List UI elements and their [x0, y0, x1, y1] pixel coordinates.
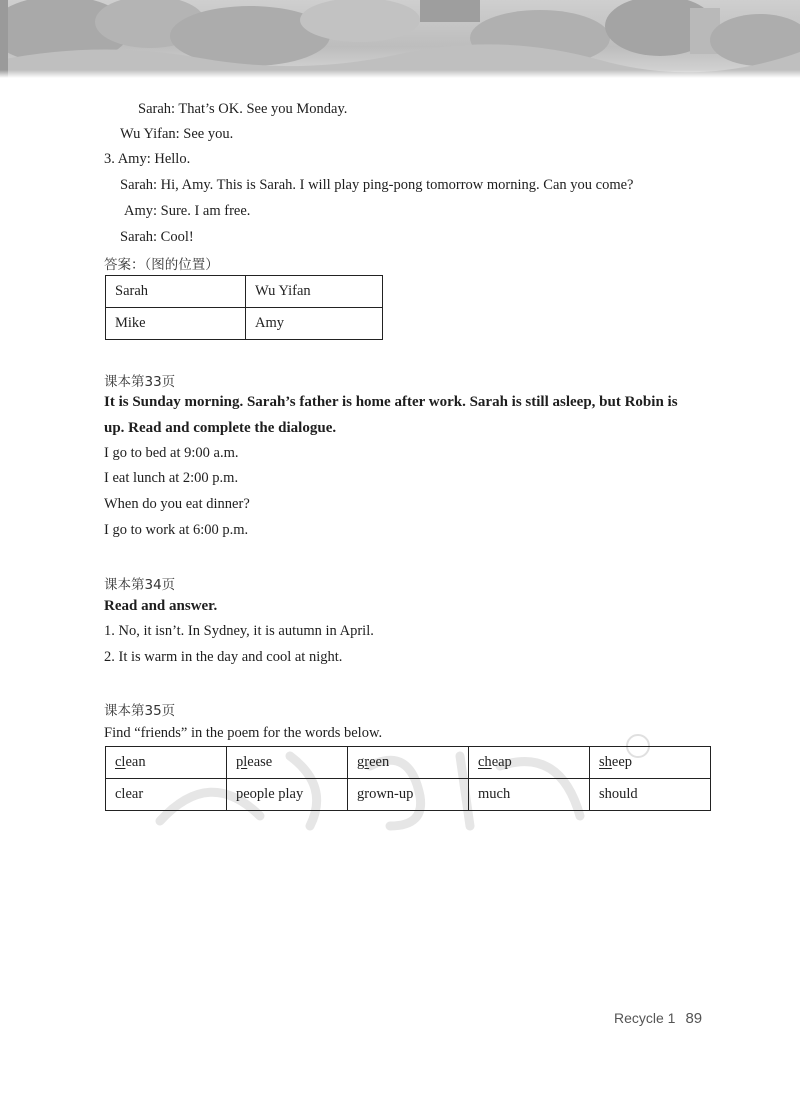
table-cell — [227, 747, 348, 779]
instruction-text: Find “friends” in the poem for the words below. — [104, 725, 383, 741]
page-number: 89 — [685, 1010, 703, 1027]
page-footer — [614, 1010, 702, 1027]
table-row — [106, 276, 383, 308]
words-table — [105, 746, 711, 811]
dialogue-line: Amy: Sure. I am free. — [124, 203, 251, 219]
table-cell: Wu Yifan — [246, 276, 383, 308]
answer-line: I go to work at 6:00 p.m. — [104, 522, 249, 538]
answer-line: I go to bed at 9:00 a.m. — [104, 445, 239, 461]
table-cell: much — [469, 779, 590, 811]
instruction-text: up. Read and complete the dialogue. — [104, 420, 337, 436]
banner-fade — [0, 70, 800, 78]
table-cell: Mike — [106, 308, 246, 340]
dialogue-line: Sarah: That’s OK. See you Monday. — [138, 101, 348, 117]
dialogue-line: 3. Amy: Hello. — [104, 151, 191, 167]
word-rest: eep — [611, 754, 633, 770]
table-cell: Amy — [246, 308, 383, 340]
word-rest: ean — [125, 754, 146, 770]
unit-label: Recycle 1 — [614, 1010, 676, 1026]
table-cell — [590, 747, 711, 779]
underlined-letters: ch — [478, 754, 492, 770]
dialogue-line: Sarah: Cool! — [120, 229, 194, 245]
table-cell: Sarah — [106, 276, 246, 308]
table-cell — [348, 747, 469, 779]
section-heading-page-33: 课本第33页 — [104, 374, 176, 390]
table-cell — [106, 747, 227, 779]
dialogue-line: Sarah: Hi, Amy. This is Sarah. I will play ping-pong tomorrow morning. Can you come? — [120, 177, 634, 193]
instruction-text: It is Sunday morning. Sarah’s father is home after work. Sarah is still asleep, but Robin is — [104, 394, 678, 410]
answer-line: 2. It is warm in the day and cool at night. — [104, 649, 343, 665]
underlined-letters: pl — [236, 754, 248, 770]
answer-line: 1. No, it isn’t. In Sydney, it is autumn in April. — [104, 623, 374, 639]
table-cell: should — [590, 779, 711, 811]
answer-line: I eat lunch at 2:00 p.m. — [104, 470, 239, 486]
table-cell: people play — [227, 779, 348, 811]
underlined-letters: sh — [599, 754, 612, 770]
section-heading-page-34: 课本第34页 — [104, 577, 176, 593]
answer-line: When do you eat dinner? — [104, 496, 250, 512]
table-cell: grown-up — [348, 779, 469, 811]
header-banner-illustration — [0, 0, 800, 78]
word-rest: ease — [247, 754, 273, 770]
table-row — [106, 779, 711, 811]
answer-table — [105, 275, 383, 340]
dialogue-line: Wu Yifan: See you. — [120, 126, 234, 142]
word-rest: eap — [491, 754, 512, 770]
table-cell — [469, 747, 590, 779]
underlined-letters: cl — [115, 754, 126, 770]
table-row — [106, 308, 383, 340]
word-rest: een — [369, 754, 390, 770]
underlined-letters: gr — [357, 754, 370, 770]
instruction-text: Read and answer. — [104, 598, 218, 614]
answer-label: 答案：（图的位置） — [104, 257, 219, 273]
table-row — [106, 747, 711, 779]
section-heading-page-35: 课本第35页 — [104, 703, 176, 719]
table-cell: clear — [106, 779, 227, 811]
